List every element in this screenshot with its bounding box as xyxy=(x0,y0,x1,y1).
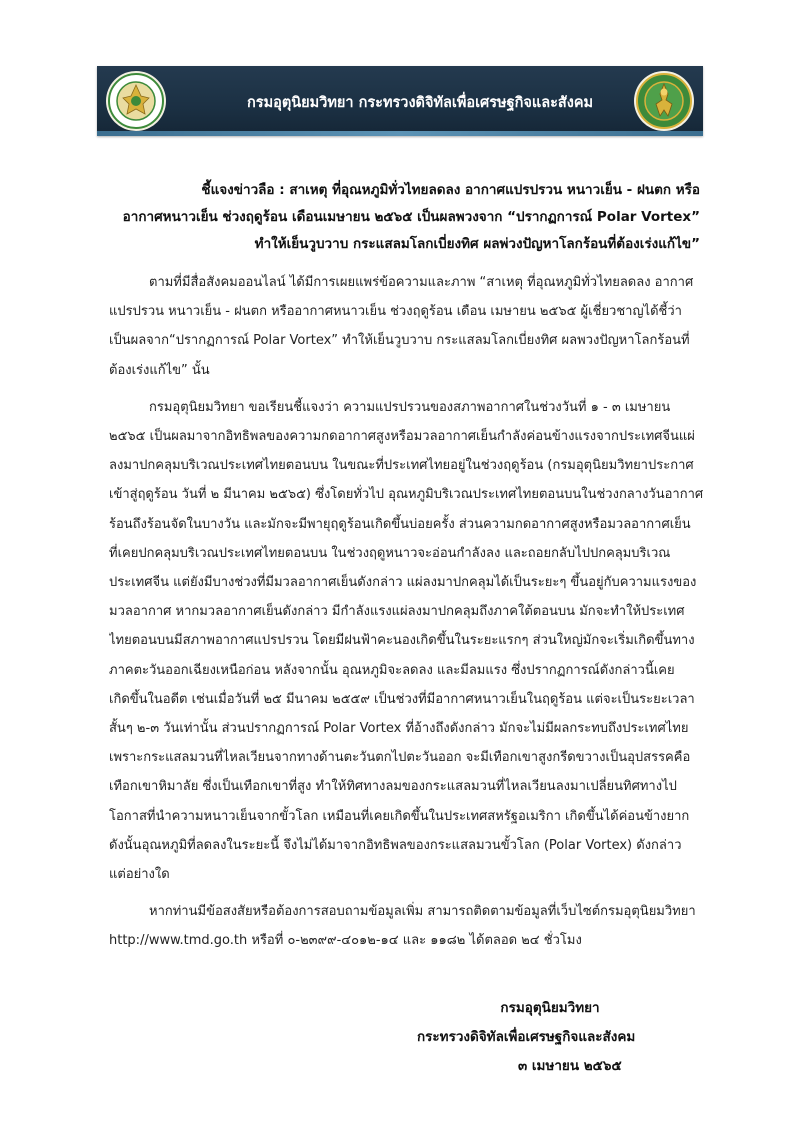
paragraph-line: ที่เคยปกคลุมบริเวณประเทศไทยตอนบน ในช่วงฤดูหนาวจะอ่อนกำลังลง และถอยกลับไปปกคลุมบริเวณ xyxy=(109,545,671,561)
signature-block xyxy=(417,994,680,1081)
header-banner xyxy=(97,66,703,136)
contact-line: http://www.tmd.go.th หรือที่ ๐-๒๓๙๙-๔๐๑๒-๑๔ และ ๑๑๘๒ ได้ตลอด ๒๔ ชั่วโมง xyxy=(109,933,582,949)
paragraph-line: ตามที่มีสื่อสังคมออนไลน์ ได้มีการเผยแพร่ข้อความและภาพ “สาเหตุ ที่อุณหภูมิทั่วไทยลดลง อากาศ xyxy=(149,275,694,290)
headline xyxy=(100,177,700,258)
paragraph-line: เข้าสู่ฤดูร้อน วันที่ ๒ มีนาคม ๒๕๖๕) ซึ่งโดยทั่วไป อุณหภูมิบริเวณประเทศไทยตอนบนในช่วงกลางวันอากาศ xyxy=(109,487,704,503)
banner-stripe xyxy=(97,131,703,136)
paragraph-line: ต้องเร่งแก้ไข” นั้น xyxy=(109,362,210,378)
headline-line: ทำให้เย็นวูบวาบ กระแสลมโลกเบี่ยงทิศ ผลพ่วงปัญหาโลกร้อนที่ต้องเร่งแก้ไข” xyxy=(254,236,700,252)
tmd-seal-icon xyxy=(105,70,167,132)
paragraph-line: หากท่านมีข้อสงสัยหรือต้องการสอบถามข้อมูลเพิ่ม สามารถติดตามข้อมูลที่เว็บไซต์กรมอุตุนิยมวิทยา xyxy=(149,904,696,920)
paragraph-line: มวลอากาศ หากมวลอากาศเย็นดังกล่าว มีกำลังแรงแผ่ลงมาปกคลุมถึงภาคใต้ตอนบน มักจะทำให้ประเทศ xyxy=(109,604,685,620)
paragraph-line: กรมอุตุนิยมวิทยา ขอเรียนชี้แจงว่า ความแปรปรวนของสภาพอากาศในช่วงวันที่ ๑ - ๓ เมษายน xyxy=(149,399,671,415)
signature-date: ๓ เมษายน ๒๕๖๕ xyxy=(518,1058,622,1074)
body-text xyxy=(109,268,709,956)
signature-ministry: กระทรวงดิจิทัลเพื่อเศรษฐกิจและสังคม xyxy=(417,1029,636,1045)
paragraph-line: เกิดขึ้นในอดีต เช่นเมื่อวันที่ ๒๕ มีนาคม ๒๕๕๙ เป็นช่วงที่มีอากาศหนาวเย็นในฤดูร้อน แต่จะเป็นระยะเวลา xyxy=(109,691,695,707)
signature-org: กรมอุตุนิยมวิทยา xyxy=(500,1000,600,1016)
paragraph-line: แปรปรวน หนาวเย็น - ฝนตก หรืออากาศหนาวเย็น ช่วงฤดูร้อน เดือน เมษายน ๒๕๖๕ ผู้เชี่ยวชาญได้ชี้ว่า xyxy=(109,304,682,320)
paragraph-line: ลงมาปกคลุมบริเวณประเทศไทยตอนบน ในขณะที่ประเทศไทยอยู่ในช่วงฤดูร้อน (กรมอุตุนิยมวิทยาประกาศ xyxy=(109,458,694,474)
paragraph-line: เพราะกระแสลมวนที่ไหลเวียนจากทางด้านตะวันตกไปตะวันออก จะมีเทือกเขาสูงกรีดขวางเป็นอุปสรรคคือ xyxy=(109,750,691,766)
paragraph-line: เทือกเขาหิมาลัย ซึ่งเป็นเทือกเขาที่สูง ทำให้ทิศทางลมของกระแสลมวนที่ไหลเวียนลงมาเปลี่ยนทิศทางไป xyxy=(109,779,677,795)
paragraph-line: ๒๕๖๕ เป็นผลมาจากอิทธิพลของความกดอากาศสูงหรือมวลอากาศเย็นกำลังค่อนข้างแรงจากประเทศจีนแผ่ xyxy=(109,429,695,445)
paragraph-line: สั้นๆ ๒-๓ วันเท่านั้น ส่วนปรากฏการณ์ Polar Vortex ที่อ้างถึงดังกล่าว มักจะไม่มีผลกระทบถึงประเทศไทย xyxy=(109,721,689,737)
headline-line: อากาศหนาวเย็น ช่วงฤดูร้อน เดือนเมษายน ๒๕๖๕ เป็นผลพวงจาก “ปรากฏการณ์ Polar Vortex” xyxy=(122,209,700,225)
paragraph-line: โอกาสที่นำความหนาวเย็นจากขั้วโลก เหมือนที่เคยเกิดขึ้นในประเทศสหรัฐอเมริกา เกิดขึ้นได้ค่อนข้างยาก xyxy=(109,808,690,824)
paragraph-line: ไทยตอนบนมีสภาพอากาศแปรปรวน โดยมีฝนฟ้าคะนองเกิดขึ้นในระยะแรกๆ ส่วนใหญ่มักจะเริ่มเกิดขึ้นทาง xyxy=(109,633,695,649)
paragraph-line: แต่อย่างใด xyxy=(109,867,170,883)
tmd-seal-icon xyxy=(633,70,695,132)
paragraph-line: ดังนั้นอุณหภูมิที่ลดลงในระยะนี้ จึงไม่ได้มาจากอิทธิพลของกระแสลมวนขั้วโลก (Polar Vortex) ดังกล่าว xyxy=(109,837,682,853)
banner-title: กรมอุตุนิยมวิทยา กระทรวงดิจิทัลเพื่อเศรษฐกิจและสังคม xyxy=(247,95,594,111)
paragraph-line: ร้อนถึงร้อนจัดในบางวัน และมักจะมีพายุฤดูร้อนเกิดขึ้นบ่อยครั้ง ส่วนความกดอากาศสูงหรือมวลอากาศเย็น xyxy=(109,516,691,532)
paragraph-line: ประเทศจีน แต่ยังมีบางช่วงที่มีมวลอากาศเย็นดังกล่าว แผ่ลงมาปกคลุมได้เป็นระยะๆ ขึ้นอยู่กับความแรงของ xyxy=(109,575,697,591)
headline-line: ชี้แจงข่าวลือ : สาเหตุ ที่อุณหภูมิทั่วไทยลดลง อากาศแปรปรวน หนาวเย็น - ฝนตก หรือ xyxy=(201,182,700,198)
paragraph-line: เป็นผลจาก“ปรากฏการณ์ Polar Vortex” ทำให้เย็นวูบวาบ กระแสลมโลกเบี่ยงทิศ ผลพวงปัญหาโลกร้อนที่ xyxy=(109,333,690,349)
paragraph-line: ภาคตะวันออกเฉียงเหนือก่อน หลังจากนั้น อุณหภูมิจะลดลง และมีลมแรง ซึ่งปรากฏการณ์ดังกล่าวนี้เคย xyxy=(109,662,675,678)
